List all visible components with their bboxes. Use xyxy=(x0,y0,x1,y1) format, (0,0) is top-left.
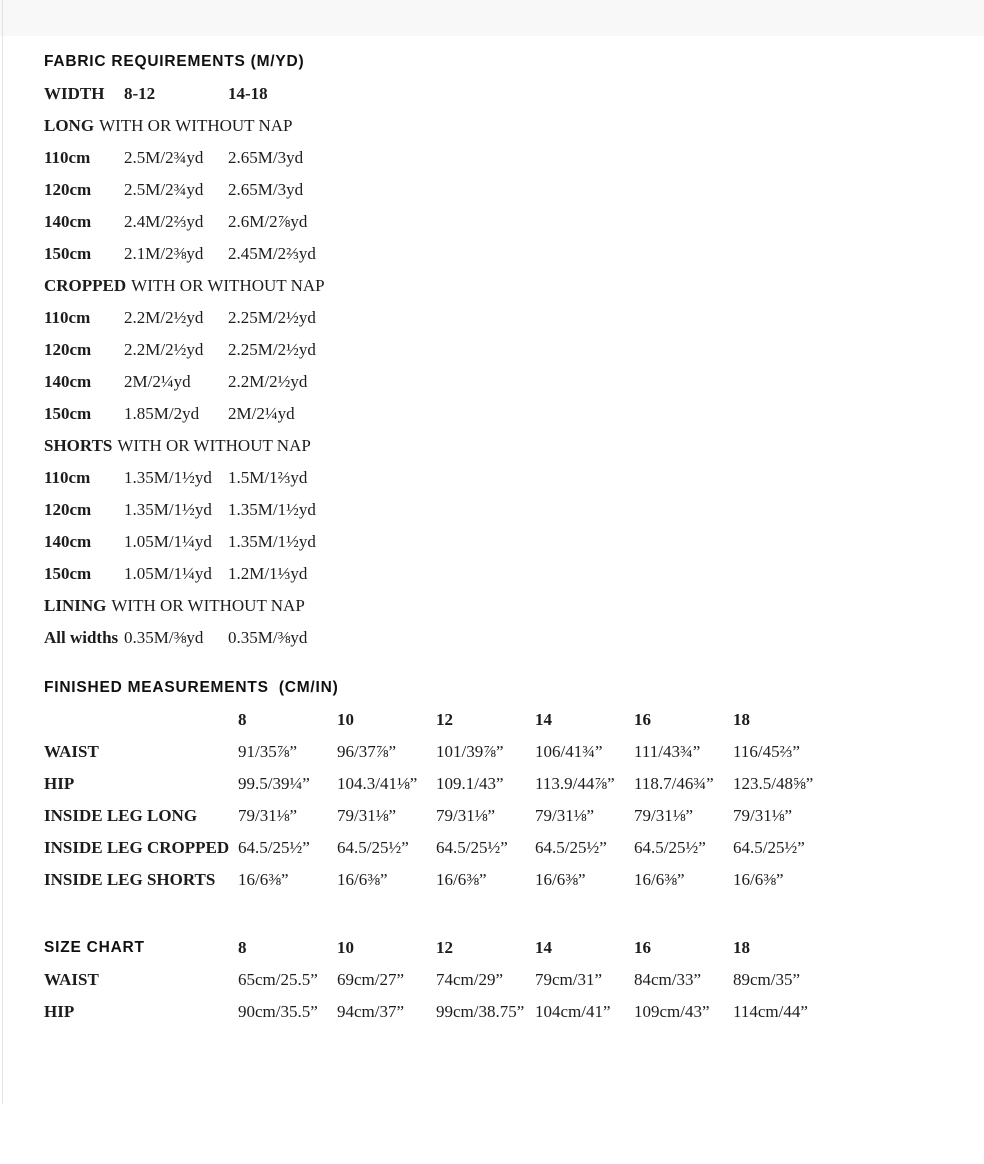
fabric-row xyxy=(44,238,956,270)
measurement-cell: 106/41¾” xyxy=(535,742,603,761)
size-col-header: 14 xyxy=(535,938,552,957)
measurement-cell: 109cm/43” xyxy=(634,1002,710,1021)
fabric-amount-14-18: 1.35M/1½yd xyxy=(228,500,316,519)
fabric-amount-8-12: 2.2M/2½yd xyxy=(124,308,204,327)
fabric-amount-14-18: 1.5M/1⅔yd xyxy=(228,468,308,487)
finished-sizes-header-row xyxy=(44,704,956,736)
fabric-amount-14-18: 0.35M/⅜yd xyxy=(228,628,308,647)
measurement-cell: 16/6⅜” xyxy=(535,870,586,889)
measurement-cell: 79/31⅛” xyxy=(535,806,595,825)
fabric-amount-8-12: 1.05M/1¼yd xyxy=(124,564,212,583)
measurement-cell: 90cm/35.5” xyxy=(238,1002,318,1021)
measurement-label: WAIST xyxy=(44,970,99,989)
fabric-width-label: 150cm xyxy=(44,244,92,263)
measurement-cell: 111/43¾” xyxy=(634,742,701,761)
measurement-label: INSIDE LEG LONG xyxy=(44,806,198,825)
fabric-amount-8-12: 1.35M/1½yd xyxy=(124,500,212,519)
measurement-label: INSIDE LEG CROPPED xyxy=(44,838,230,857)
measurement-cell: 64.5/25½” xyxy=(337,838,409,857)
fabric-amount-14-18: 2.25M/2½yd xyxy=(228,308,316,327)
fabric-width-label: 150cm xyxy=(44,564,92,583)
measurement-row-inside-leg-long xyxy=(44,800,956,832)
nap-note: WITH OR WITHOUT NAP xyxy=(99,116,293,135)
empty-cell xyxy=(44,704,238,736)
fabric-amount-8-12: 2.4M/2⅔yd xyxy=(124,212,204,231)
measurement-label: HIP xyxy=(44,774,75,793)
measurement-cell: 16/6⅜” xyxy=(436,870,487,889)
measurement-cell: 101/39⅞” xyxy=(436,742,504,761)
size-col-header: 14 xyxy=(535,710,552,729)
size-col-header: 16 xyxy=(634,710,651,729)
measurement-label: WAIST xyxy=(44,742,99,761)
measurement-cell: 114cm/44” xyxy=(733,1002,808,1021)
fabric-amount-14-18: 1.2M/1⅓yd xyxy=(228,564,308,583)
fabric-row xyxy=(44,174,956,206)
nap-note: WITH OR WITHOUT NAP xyxy=(117,436,311,455)
fabric-amount-8-12: 1.85M/2yd xyxy=(124,404,200,423)
fabric-row xyxy=(44,494,956,526)
size-group-8-12: 8-12 xyxy=(124,84,156,103)
fabric-width-label: 120cm xyxy=(44,340,92,359)
measurement-cell: 64.5/25½” xyxy=(634,838,706,857)
fabric-amount-14-18: 2.6M/2⅞yd xyxy=(228,212,308,231)
size-chart-header-row xyxy=(44,932,956,964)
fabric-width-label: 110cm xyxy=(44,148,91,167)
size-chart-row-hip xyxy=(44,996,956,1028)
fabric-amount-14-18: 2.2M/2½yd xyxy=(228,372,308,391)
fabric-amount-14-18: 2.25M/2½yd xyxy=(228,340,316,359)
fabric-row xyxy=(44,334,956,366)
fabric-row xyxy=(44,526,956,558)
measurement-row-inside-leg-cropped xyxy=(44,832,956,864)
fabric-amount-8-12: 1.35M/1½yd xyxy=(124,468,212,487)
nap-note: WITH OR WITHOUT NAP xyxy=(111,596,305,615)
fabric-width-label: 110cm xyxy=(44,308,91,327)
measurement-cell: 64.5/25½” xyxy=(238,838,310,857)
size-col-header: 8 xyxy=(238,710,247,729)
size-col-header: 12 xyxy=(436,938,453,957)
fabric-width-label: 140cm xyxy=(44,212,92,231)
fabric-width-label: 120cm xyxy=(44,500,92,519)
fabric-width-label: 110cm xyxy=(44,468,91,487)
measurement-cell: 79/31⅛” xyxy=(436,806,496,825)
page-top-shade xyxy=(0,0,984,36)
measurement-cell: 64.5/25½” xyxy=(535,838,607,857)
measurement-label: INSIDE LEG SHORTS xyxy=(44,870,216,889)
fabric-amount-8-12: 1.05M/1¼yd xyxy=(124,532,212,551)
measurement-cell: 113.9/44⅞” xyxy=(535,774,615,793)
measurement-cell: 104cm/41” xyxy=(535,1002,611,1021)
measurement-cell: 118.7/46¾” xyxy=(634,774,714,793)
nap-note: WITH OR WITHOUT NAP xyxy=(131,276,325,295)
fabric-amount-8-12: 0.35M/⅜yd xyxy=(124,628,204,647)
section-heading-shorts xyxy=(44,430,956,462)
fabric-amount-14-18: 2.65M/3yd xyxy=(228,148,304,167)
measurement-cell: 79/31⅛” xyxy=(238,806,298,825)
fabric-amount-14-18: 2.45M/2⅔yd xyxy=(228,244,316,263)
measurement-label: HIP xyxy=(44,1002,75,1021)
measurement-cell: 16/6⅜” xyxy=(733,870,784,889)
size-group-14-18: 14-18 xyxy=(228,84,268,103)
measurement-row-hip xyxy=(44,768,956,800)
fabric-width-label: 140cm xyxy=(44,532,92,551)
fabric-requirements-title: FABRIC REQUIREMENTS (M/YD) xyxy=(44,53,305,70)
measurement-row-waist xyxy=(44,736,956,768)
fabric-amount-8-12: 2.5M/2¾yd xyxy=(124,180,204,199)
section-heading-cropped xyxy=(44,270,956,302)
size-col-header: 8 xyxy=(238,938,247,957)
fabric-amount-14-18: 2M/2¼yd xyxy=(228,404,295,423)
fabric-width-label: 120cm xyxy=(44,180,92,199)
measurement-cell: 116/45⅔” xyxy=(733,742,800,761)
size-col-header: 10 xyxy=(337,938,354,957)
measurement-cell: 16/6⅜” xyxy=(337,870,388,889)
size-col-header: 16 xyxy=(634,938,651,957)
section-name: SHORTS xyxy=(44,436,113,455)
page-left-edge-line xyxy=(2,0,3,1104)
fabric-row xyxy=(44,462,956,494)
section-name: CROPPED xyxy=(44,276,127,295)
measurement-cell: 16/6⅜” xyxy=(238,870,289,889)
fabric-amount-8-12: 2M/2¼yd xyxy=(124,372,191,391)
finished-measurements-title: FINISHED MEASUREMENTS (CM/IN) xyxy=(44,679,339,696)
size-col-header: 18 xyxy=(733,938,750,957)
fabric-row xyxy=(44,206,956,238)
measurement-cell: 94cm/37” xyxy=(337,1002,405,1021)
measurement-cell: 99.5/39¼” xyxy=(238,774,310,793)
fabric-width-label: All widths xyxy=(44,628,119,647)
fabric-row xyxy=(44,622,956,654)
fabric-width-label: 140cm xyxy=(44,372,92,391)
measurement-cell: 16/6⅜” xyxy=(634,870,685,889)
measurement-cell: 64.5/25½” xyxy=(733,838,805,857)
fabric-amount-14-18: 1.35M/1½yd xyxy=(228,532,316,551)
section-heading-lining xyxy=(44,590,956,622)
fabric-row xyxy=(44,558,956,590)
measurement-cell: 84cm/33” xyxy=(634,970,702,989)
fabric-width-header-row xyxy=(44,78,956,110)
section-spacer xyxy=(44,654,956,672)
measurement-cell: 104.3/41⅛” xyxy=(337,774,418,793)
measurement-cell: 79/31⅛” xyxy=(733,806,793,825)
measurement-cell: 89cm/35” xyxy=(733,970,801,989)
size-col-header: 12 xyxy=(436,710,453,729)
section-spacer xyxy=(44,896,956,932)
measurement-cell: 109.1/43” xyxy=(436,774,504,793)
section-heading-long xyxy=(44,110,956,142)
size-chart-title: SIZE CHART xyxy=(44,939,145,956)
measurement-cell: 99cm/38.75” xyxy=(436,1002,525,1021)
fabric-amount-8-12: 2.5M/2¾yd xyxy=(124,148,204,167)
fabric-amount-14-18: 2.65M/3yd xyxy=(228,180,304,199)
fabric-row xyxy=(44,302,956,334)
measurement-cell: 79/31⅛” xyxy=(337,806,397,825)
measurement-row-inside-leg-shorts xyxy=(44,864,956,896)
measurement-cell: 91/35⅞” xyxy=(238,742,298,761)
page-content xyxy=(44,46,956,1028)
section-name: LONG xyxy=(44,116,95,135)
measurement-cell: 74cm/29” xyxy=(436,970,504,989)
measurement-cell: 64.5/25½” xyxy=(436,838,508,857)
width-label: WIDTH xyxy=(44,84,105,103)
measurement-cell: 96/37⅞” xyxy=(337,742,397,761)
measurement-cell: 69cm/27” xyxy=(337,970,405,989)
measurement-cell: 79/31⅛” xyxy=(634,806,694,825)
fabric-amount-8-12: 2.1M/2⅜yd xyxy=(124,244,204,263)
fabric-row xyxy=(44,142,956,174)
size-chart-row-waist xyxy=(44,964,956,996)
measurement-cell: 79cm/31” xyxy=(535,970,603,989)
fabric-row xyxy=(44,366,956,398)
measurement-cell: 65cm/25.5” xyxy=(238,970,318,989)
size-col-header: 18 xyxy=(733,710,750,729)
fabric-row xyxy=(44,398,956,430)
fabric-width-label: 150cm xyxy=(44,404,92,423)
fabric-amount-8-12: 2.2M/2½yd xyxy=(124,340,204,359)
size-col-header: 10 xyxy=(337,710,354,729)
measurement-cell: 123.5/48⅝” xyxy=(733,774,814,793)
section-name: LINING xyxy=(44,596,107,615)
